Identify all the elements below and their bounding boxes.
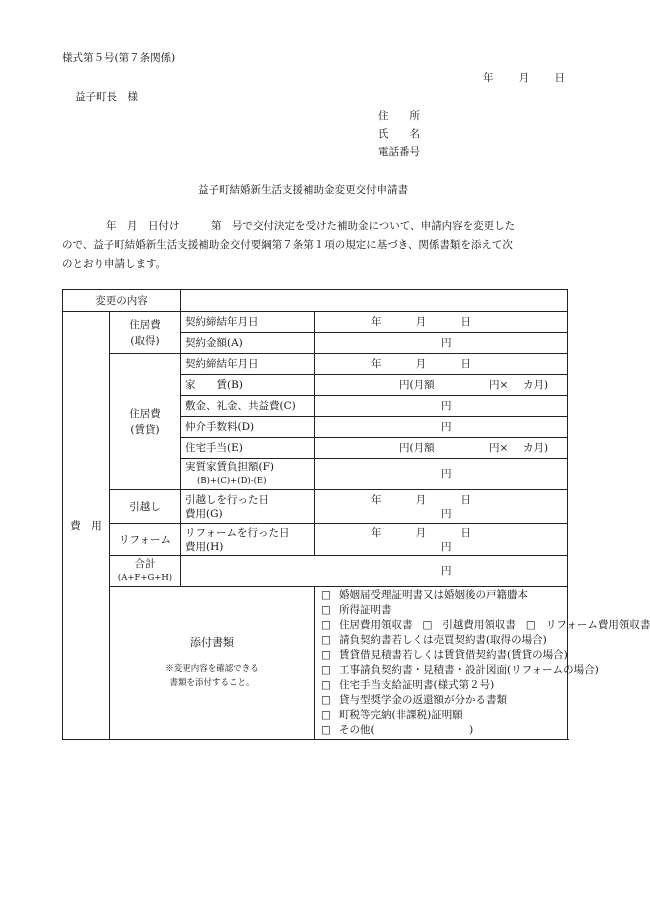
checkbox[interactable]: □: [321, 604, 331, 616]
housing-purchase-label: 住居費 (取得): [110, 312, 181, 354]
attachments-label-cell: [110, 587, 315, 740]
rent-field[interactable]: [315, 375, 568, 396]
date-year-label: 年: [483, 72, 494, 84]
table-row: [63, 490, 568, 524]
table-row: [63, 290, 568, 312]
yen-unit: 円: [441, 337, 452, 349]
reform-cost-label: 費用(H): [185, 540, 224, 553]
times-unit: 円×: [489, 442, 509, 454]
body-line-2: ので、益子町結婚新生活支援補助金交付要綱第７条第１項の規定に基づき、関係書類を添えて次: [62, 239, 513, 251]
yen-unit: 円: [441, 565, 452, 577]
month-unit: 月: [415, 526, 427, 539]
form-number: 様式第５号(第７条関係): [62, 52, 176, 64]
application-table: [62, 289, 650, 740]
checkbox[interactable]: □: [422, 619, 433, 631]
moving-field[interactable]: [315, 490, 568, 524]
months-close-unit: カ月): [523, 379, 549, 391]
list-item: [321, 618, 650, 633]
monthly-open-unit: 円(月額: [399, 442, 435, 454]
total-formula: (A+F+G+H): [117, 573, 173, 583]
month-unit: 月: [415, 358, 427, 370]
agent-fee-field[interactable]: [315, 417, 568, 438]
day-unit: 日: [460, 358, 471, 370]
name-label: 氏 名: [378, 128, 420, 140]
day-unit: 日: [460, 316, 471, 328]
deposit-label: 敷金、礼金、共益費(C): [181, 396, 315, 417]
total-label-cell: [110, 556, 181, 587]
housing-rent-label: 住居費 (賃貸): [110, 354, 181, 490]
checkbox[interactable]: □: [321, 649, 331, 661]
housing-allowance-label: 住宅手当(E): [181, 438, 315, 459]
table-row: [63, 556, 568, 587]
deposit-field[interactable]: [315, 396, 568, 417]
body-line-1: 年 月 日付け 第 号で交付決定を受けた補助金について、申請内容を変更した: [106, 220, 516, 232]
monthly-open-unit: 円(月額: [399, 379, 435, 391]
attachments-list: [319, 588, 650, 738]
address-label: 住 所: [378, 110, 420, 122]
attachments-list-cell: [315, 587, 650, 740]
checkbox[interactable]: □: [321, 709, 331, 721]
checkbox[interactable]: □: [321, 634, 331, 646]
attachment-label: 婚姻届受理証明書又は婚姻後の戸籍謄本: [339, 589, 528, 601]
document-title: 益子町結婚新生活支援補助金変更交付申請書: [198, 184, 408, 196]
expense-label: 費 用: [63, 312, 110, 740]
attachment-label: その他( ): [339, 724, 474, 736]
total-label: 合計: [134, 558, 156, 570]
actual-burden-label: [181, 459, 315, 490]
list-item: [321, 693, 563, 708]
purchase-contract-date-field[interactable]: [315, 312, 568, 333]
actual-burden-field[interactable]: [315, 459, 568, 490]
table-row: [63, 312, 568, 333]
day-unit: 日: [460, 493, 471, 506]
attachment-label: リフォーム費用領収書: [545, 619, 650, 631]
purchase-contract-date-label: 契約締結年月日: [181, 312, 315, 333]
yen-unit: 円: [441, 507, 452, 520]
table-row: [63, 587, 568, 740]
actual-burden-title: 実質家賃負担額(F): [185, 461, 274, 473]
attachment-label: 所得証明書: [339, 604, 392, 616]
day-unit: 日: [460, 526, 471, 539]
addressee: 益子町長 様: [75, 91, 138, 103]
date-day-label: 日: [554, 72, 565, 84]
moving-date-label: 引越しを行った日: [185, 493, 269, 506]
attachments-label: 添付書類: [190, 636, 234, 649]
list-item: [321, 663, 599, 678]
moving-label-cell: [181, 490, 315, 524]
yen-unit: 円: [441, 468, 452, 480]
year-unit: 年: [371, 493, 382, 506]
checkbox[interactable]: □: [321, 679, 331, 691]
attachment-label: 請負契約書若しくは売買契約書(取得の場合): [339, 634, 547, 646]
reform-date-label: リフォームを行った日: [185, 526, 290, 539]
attachment-label: 町税等完納(非課税)証明願: [339, 709, 463, 721]
list-item: [321, 633, 563, 648]
purchase-contract-amount-label: 契約金額(A): [181, 333, 315, 354]
table-row: [63, 354, 568, 375]
attachments-note-2: 書類を添付すること。: [169, 678, 255, 688]
reform-label-cell: [181, 524, 315, 556]
total-field[interactable]: [181, 556, 568, 587]
attachment-label: 工事請負契約書・見積書・設計図面(リフォームの場合): [339, 664, 599, 676]
yen-unit: 円: [441, 421, 452, 433]
attachment-label: 貸与型奨学金の返還額が分かる書類: [339, 694, 507, 706]
attachment-label: 住宅手当支給証明書(様式第２号): [339, 679, 495, 691]
rent-contract-date-field[interactable]: [315, 354, 568, 375]
attachment-label: 住居費用領収書: [339, 619, 413, 631]
change-content-label: 変更の内容: [63, 290, 181, 312]
times-unit: 円×: [489, 379, 509, 391]
checkbox[interactable]: □: [321, 664, 331, 676]
month-unit: 月: [415, 493, 427, 506]
housing-allowance-field[interactable]: [315, 438, 568, 459]
table-row: [63, 524, 568, 556]
actual-burden-formula: (B)+(C)+(D)-(E): [197, 476, 267, 486]
change-content-field[interactable]: [181, 290, 568, 312]
attachment-label: 賃貸借見積書若しくは賃貸借契約書(賃貸の場合): [339, 649, 568, 661]
body-line-3: のとおり申請します。: [62, 258, 167, 270]
rent-label: 家 賃(B): [181, 375, 315, 396]
list-item: [321, 588, 563, 603]
year-unit: 年: [371, 316, 382, 328]
list-item: [321, 648, 568, 663]
list-item: [321, 708, 563, 723]
month-unit: 月: [415, 316, 427, 328]
agent-fee-label: 仲介手数料(D): [181, 417, 315, 438]
checkbox[interactable]: □: [321, 724, 331, 736]
attachments-note-1: ※変更内容を確認できる: [165, 664, 259, 674]
phone-label: 電話番号: [378, 146, 420, 158]
reform-label: リフォーム: [110, 524, 181, 556]
checkbox[interactable]: □: [321, 694, 331, 706]
list-item: [321, 603, 563, 618]
rent-contract-date-label: 契約締結年月日: [181, 354, 315, 375]
moving-label: 引越し: [110, 490, 181, 524]
reform-field[interactable]: [315, 524, 568, 556]
checkbox[interactable]: □: [525, 619, 536, 631]
attachment-label: 引越費用領収書: [442, 619, 516, 631]
list-item: [321, 678, 563, 693]
header-date: [483, 70, 565, 85]
list-item: [321, 723, 563, 738]
checkbox[interactable]: □: [321, 589, 331, 601]
date-month-label: 月: [518, 72, 530, 84]
months-close-unit: カ月): [523, 442, 549, 454]
checkbox[interactable]: □: [321, 619, 331, 631]
moving-cost-label: 費用(G): [185, 507, 223, 520]
year-unit: 年: [371, 526, 382, 539]
yen-unit: 円: [441, 540, 452, 553]
yen-unit: 円: [441, 400, 452, 412]
year-unit: 年: [371, 358, 382, 370]
purchase-contract-amount-field[interactable]: [315, 333, 568, 354]
